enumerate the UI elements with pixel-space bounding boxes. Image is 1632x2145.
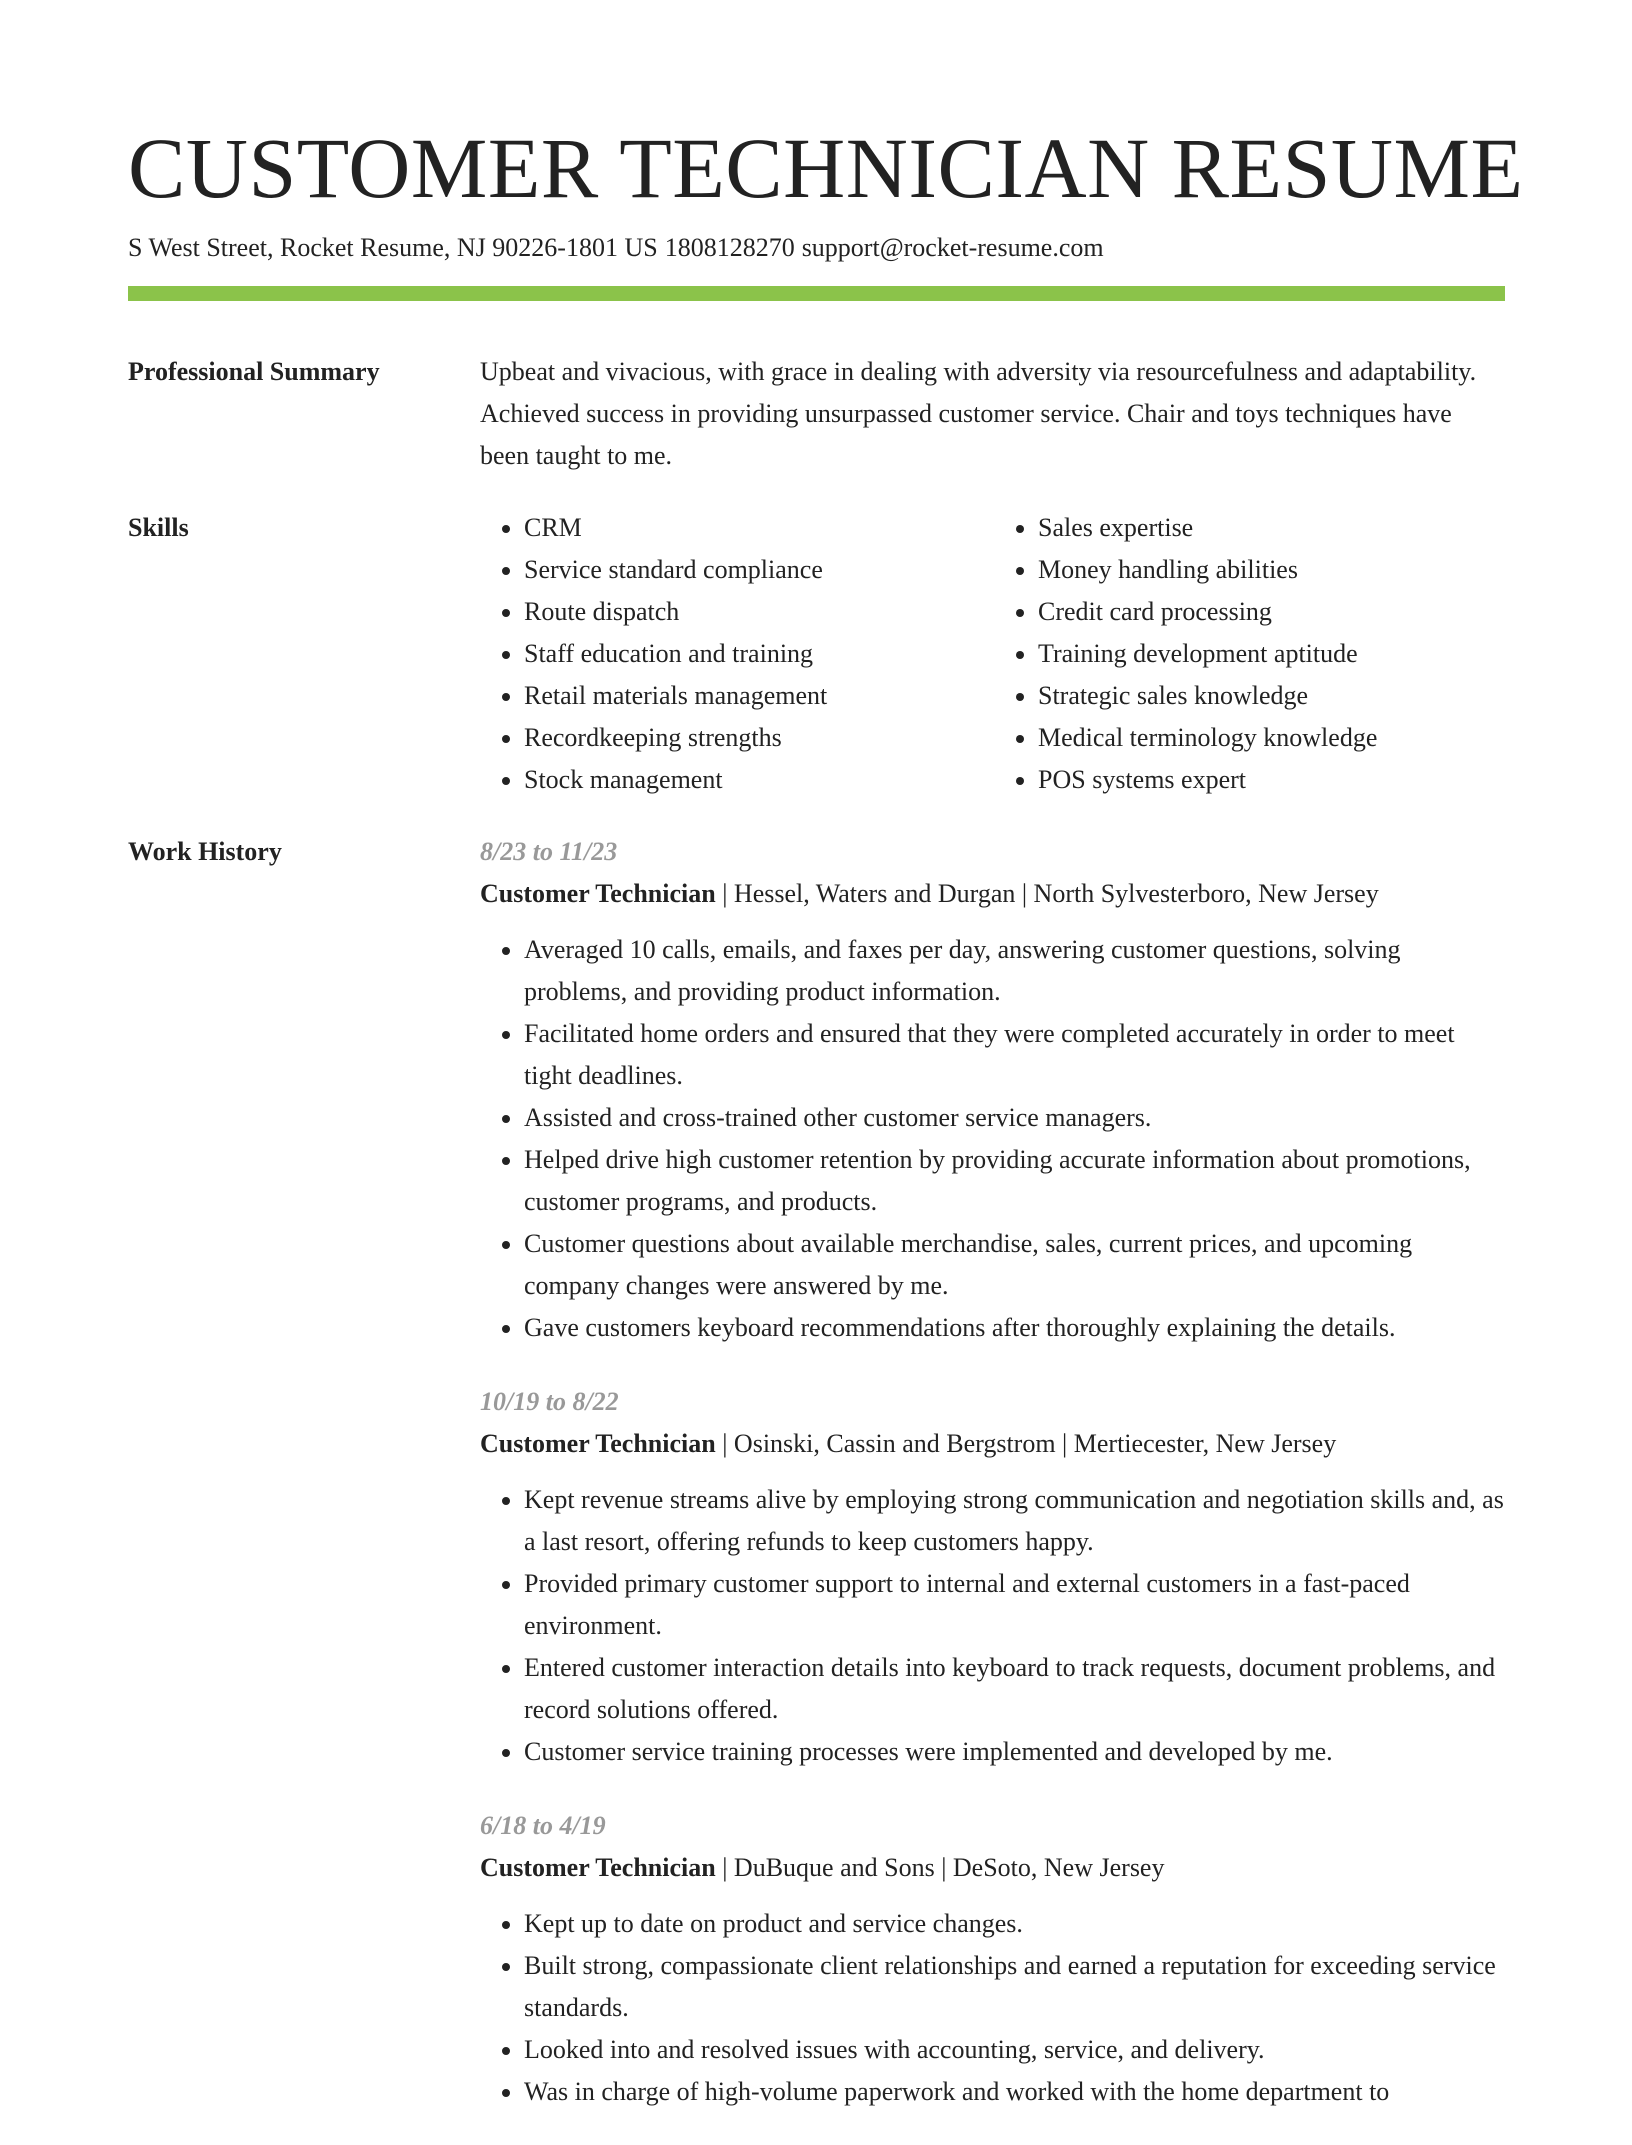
job-entry — [480, 1381, 1505, 1773]
job-company-location: | Hessel, Waters and Durgan | North Sylvesterboro, New Jersey — [722, 879, 1379, 908]
resume-page — [128, 118, 1524, 2145]
job-entry — [480, 1805, 1505, 2113]
job-heading — [480, 1423, 1505, 1465]
job-bullets — [480, 1903, 1505, 2113]
job-company-location: | DuBuque and Sons | DeSoto, New Jersey — [722, 1853, 1165, 1882]
skill-item: • Staff education and training — [524, 633, 984, 675]
skill-item: • Money handling abilities — [1038, 549, 1458, 591]
job-bullets — [480, 1479, 1505, 1773]
skill-item: • Retail materials management — [524, 675, 984, 717]
resume-title: CUSTOMER TECHNICIAN RESUME — [128, 120, 1524, 216]
job-company-location: | Osinski, Cassin and Bergstrom | Mertiecester, New Jersey — [722, 1429, 1337, 1458]
contact-email: support@rocket-resume.com — [801, 233, 1104, 262]
section-label-summary: Professional Summary — [128, 357, 380, 386]
skill-item: • Service standard compliance — [524, 549, 984, 591]
job-date: 6/18 to 4/19 — [480, 1811, 606, 1840]
work-history-section — [128, 831, 1505, 2145]
skill-item: • Training development aptitude — [1038, 633, 1458, 675]
job-title: Customer Technician — [480, 879, 716, 908]
job-title: Customer Technician — [480, 1853, 716, 1882]
job-bullet: • Built strong, compassionate client relationships and earned a reputation for exceeding service standards. — [524, 1945, 1505, 2029]
contact-phone: 1808128270 — [664, 233, 795, 262]
job-bullet: • Customer service training processes were implemented and developed by me. — [524, 1731, 1505, 1773]
skills-columns — [480, 507, 1505, 801]
skill-item: • POS systems expert — [1038, 759, 1458, 801]
job-heading — [480, 1847, 1505, 1889]
summary-body — [480, 351, 1505, 477]
job-entry — [480, 831, 1505, 1349]
job-bullet: • Looked into and resolved issues with accounting, service, and delivery. — [524, 2029, 1505, 2071]
skill-item: • CRM — [524, 507, 984, 549]
job-bullet: • Kept revenue streams alive by employing strong communication and negotiation skills and, as a last resort, offering refunds to keep customers happy. — [524, 1479, 1505, 1563]
job-bullet: • Provided primary customer support to internal and external customers in a fast-paced environment. — [524, 1563, 1505, 1647]
contact-line — [128, 230, 1505, 266]
skill-item: • Strategic sales knowledge — [1038, 675, 1458, 717]
job-title: Customer Technician — [480, 1429, 716, 1458]
section-label-work: Work History — [128, 837, 282, 866]
job-bullet: • Gave customers keyboard recommendations after thoroughly explaining the details. — [524, 1307, 1505, 1349]
skill-item: • Sales expertise — [1038, 507, 1458, 549]
job-bullet: • Entered customer interaction details into keyboard to track requests, document problems, and record solutions offered. — [524, 1647, 1505, 1731]
skills-list-left — [480, 507, 984, 801]
summary-text: Upbeat and vivacious, with grace in dealing with adversity via resourcefulness and adaptability. Achieved success in providing unsurpassed customer service. Chair and toys techniques have been taught to me. — [480, 357, 1477, 470]
job-bullet: • Customer questions about available merchandise, sales, current prices, and upcoming company changes were answered by me. — [524, 1223, 1505, 1307]
accent-divider — [128, 286, 1505, 301]
job-bullet: • Facilitated home orders and ensured that they were completed accurately in order to meet tight deadlines. — [524, 1013, 1505, 1097]
skill-item: • Credit card processing — [1038, 591, 1458, 633]
job-date: 8/23 to 11/23 — [480, 837, 618, 866]
skills-list-right — [994, 507, 1458, 801]
job-bullet: • Assisted and cross-trained other customer service managers. — [524, 1097, 1505, 1139]
job-bullets — [480, 929, 1505, 1349]
section-label-skills: Skills — [128, 513, 189, 542]
job-date: 10/19 to 8/22 — [480, 1387, 619, 1416]
skill-item: • Recordkeeping strengths — [524, 717, 984, 759]
job-bullet: • Was in charge of high-volume paperwork and worked with the home department to — [524, 2071, 1505, 2113]
contact-address: S West Street, Rocket Resume, NJ 90226-1801 US — [128, 233, 658, 262]
job-bullet: • Averaged 10 calls, emails, and faxes per day, answering customer questions, solving problems, and providing product information. — [524, 929, 1505, 1013]
professional-summary-section — [128, 351, 1505, 477]
job-heading — [480, 873, 1505, 915]
jobs-list — [480, 831, 1505, 2145]
skill-item: • Stock management — [524, 759, 984, 801]
skills-section — [128, 507, 1505, 801]
job-bullet: • Kept up to date on product and service changes. — [524, 1903, 1505, 1945]
job-bullet: • Helped drive high customer retention by providing accurate information about promotions, customer programs, and products. — [524, 1139, 1505, 1223]
skill-item: • Medical terminology knowledge — [1038, 717, 1458, 759]
skill-item: • Route dispatch — [524, 591, 984, 633]
